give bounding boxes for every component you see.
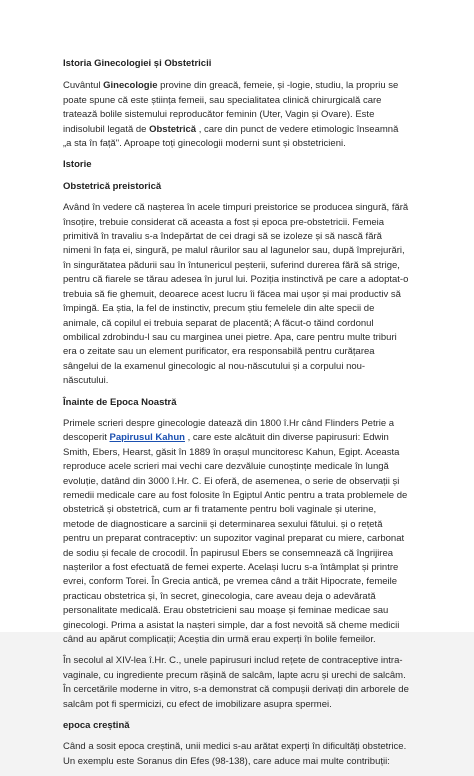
heading-istorie: Istorie <box>63 159 92 171</box>
paragraph-inainte-text-2: , care este alcătuit din diverse papirusuri: Edwin Smith, Ebers, Hearst, găsit în 1889 în orașul muncitoresc Kahun, Egipt. Aceasta reproduce acele scrieri mai vechi care dezvăluie cunoștințe medicale în lungă evoluție, datând din 3000 î.Hr. C. Ei oferă, de asemenea, o serie de observații și remedii medicale care au fost folosite în Egiptul Antic pentru a trata problemele de obstetrică și obstetrică, cum ar fi tratamente pentru boli vaginale și uterine, metode de diagnosticare a sarcinii și determinarea sexului fătului. și o rețetă pentru un preparat contraceptiv: un supozitor vaginal preparat cu miere, carbonat de sodiu și fecale de crocodil. În papirusul Ebers se consemnează că îngrijirea nașterilor a fost efectuată de femei experte. Același lucru s-a întâmplat și printre evrei, conform Torei. În Grecia antică, pe vremea când a trăit Hipocrate, femeile practicau obstetrica și, în secret, ginecologia, care aveau deja o adevărată personalitate medicală. Erau obstetricieni sau moașe și feminae medicae sau ginecologi. Prima a asistat la nașteri simple, dar a fost nevoită să cheme medicii când au apărut complicații; Aceștia din urmă erau experți în bolile femeilor. <box>63 432 408 646</box>
paragraph-inainte-text-1: Primele scrieri despre ginecologie datează din 1800 î.Hr când Flinders Petrie a descoperit <box>63 417 395 444</box>
paragraph-epoca-crestina: Când a sosit epoca creștină, unii medici s-au arătat experți în dificultăți obstetrice. Un exemplu este Soranus din Efes (98-138), care aduce mai multe contribuții: <box>63 741 407 767</box>
heading-epoca-crestina: epoca creștină <box>63 720 130 732</box>
paragraph-inainte <box>63 417 409 648</box>
paragraph-preistorica: Având în vedere că nașterea în acele timpuri preistorice se producea singură, fără însoțire, trebuie considerat că aceasta a fost și epoca pre-obstetricii. Femeia primitivă în travaliu s-a îndepărtat de cei dragi să se izoleze și să nască fără nimeni în fața ei, singură, pe malul râurilor sau al lagunelor sau, după împrejurări, în singurătatea pădurii sau în întunericul peșterii, suferind durerea fără să strige, pentru că fiarele se tărau adesea în jurul lui. Poziția instinctivă pe care a adoptat-o trebuia să fie ghemuit, deoarece acest lucru îi făcea mai ușor și mai productiv să împingă. Ea știa, la fel de instinctiv, precum știu femelele din alte specii de animale, că copilul ei trebuia separat de placentă; A făcut-o tăind cordonul ombilical zdrobindu-l sau cu marginea unei pietre. Apa, care pentru multe triburi era o zeitate sau un element purificator, era responsabilă pentru curățarea sângelui de la examenul ginecologic al nou-născutului și a corpului nou-născutului. <box>63 202 409 387</box>
intro-term-ginecologie: Ginecologie <box>103 80 158 92</box>
document-title: Istoria Ginecologiei și Obstetricii <box>63 58 212 69</box>
intro-term-obstetrica: Obstetrică <box>149 123 197 135</box>
paragraph-secolul-xiv: În secolul al XIV-lea î.Hr. C., unele papirusuri includ rețete de contraceptive intra-vaginale, cu ingrediente precum rășină de salcâm, lapte acru și urechi de salcâm. În cercetările moderne in vitro, s-a demonstrat că compușii derivați din arborele de salcâm pot fi spermicizi, cu efect de imobilizare asupra spermei. <box>63 655 409 710</box>
intro-text-2: provine din greacă, femeie, și -logie, studiu, la propriu se poate spune că este știința femeii, sau specialitatea clinică chirurgicală care tratează bolile sistemului reproducător feminin (Uter, Vagin și Ovare). Este indisolubil legată de <box>63 80 399 135</box>
intro-text-1: Cuvântul <box>63 80 104 92</box>
document-body <box>63 57 409 776</box>
intro-paragraph <box>63 79 409 151</box>
papirusul-kahun-link[interactable]: Papirusul Kahun <box>109 432 185 444</box>
heading-inainte-de-epoca-noastra: Înainte de Epoca Noastră <box>63 396 177 408</box>
heading-obstetrica-preistorica: Obstetrică preistorică <box>63 180 162 192</box>
intro-text-3: , care din punct de vedere etimologic înseamnă „a sta în față". Aproape toți ginecologii moderni sunt și obstetricieni. <box>63 123 399 150</box>
